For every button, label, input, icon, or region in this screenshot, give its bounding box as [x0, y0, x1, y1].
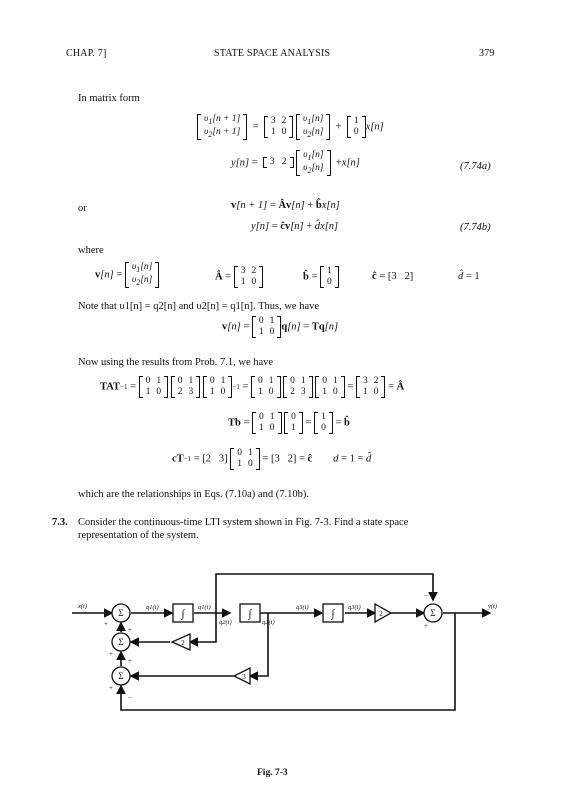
output-equation-matrix: y[n] = 3 2 $\upsilon_1[n]$ $\upsilon_2[n]$ +x[n] — [231, 150, 360, 175]
now-using-text: Now using the results from Prob. 7.1, we have — [78, 357, 274, 368]
tb-equation: Tb = 0 1 1 0 0 1 = 1 0 = b̂ — [228, 412, 350, 433]
svg-text:+: + — [128, 657, 132, 665]
svg-text:+: + — [128, 626, 132, 634]
definition-d: d̂ = 1 — [458, 271, 480, 283]
svg-text:q2(t): q2(t) — [262, 619, 275, 626]
state-equation-compact: v[n + 1] = Âv[n] + b̂x[n] — [231, 200, 340, 212]
svg-text:2: 2 — [181, 639, 185, 647]
svg-text:q̇2(t): q̇2(t) — [219, 619, 232, 626]
svg-text:+: + — [424, 622, 428, 630]
tat-inverse-equation: TAT−1 = 0 1 1 0 0 1 2 3 0 1 1 0 −1 = 0 1 1 0 0 1 2 3 0 1 1 0 = 3 2 1 0 = Â — [100, 376, 405, 397]
svg-text:Σ: Σ — [118, 608, 124, 618]
intro-text: In matrix form — [78, 93, 140, 104]
svg-text:2: 2 — [379, 610, 383, 618]
eq-label-7-74a: (7.74a) — [460, 161, 491, 172]
ct-inverse-equation: cT−1 = [2 3] 0 1 1 0 = [3 2] = ĉ d = 1 = d̂ — [172, 448, 372, 469]
svg-text:+: + — [109, 684, 113, 692]
eq-label-7-74b: (7.74b) — [460, 222, 491, 233]
svg-text:q̇1(t): q̇1(t) — [146, 604, 159, 611]
svg-text:Σ: Σ — [430, 608, 436, 618]
problem-number: 7.3. — [52, 517, 68, 528]
svg-text:∫: ∫ — [248, 608, 252, 620]
svg-text:∫: ∫ — [181, 608, 185, 620]
svg-text:q3(t): q3(t) — [348, 604, 361, 611]
definition-b: b̂ = 1 0 — [303, 266, 339, 288]
svg-text:−: − — [424, 592, 428, 600]
state-equation-matrix: $\upsilon_1[n + 1]$ $\upsilon_2[n + 1]$ = 3 2 1 0 $\upsilon_1[n]$ $\upsilon_2[n]$ + 1 0 x[n] — [197, 114, 384, 140]
page-number: 379 — [479, 48, 495, 59]
svg-text:Σ: Σ — [118, 637, 124, 647]
svg-text:+: + — [109, 650, 113, 658]
svg-text:Σ: Σ — [118, 671, 124, 681]
problem-text-line2: representation of the system. — [78, 530, 199, 541]
transformation-equation: v[n] = 0 1 1 0 q[n] = Tq[n] — [222, 316, 339, 337]
running-title: STATE SPACE ANALYSIS — [214, 48, 331, 59]
svg-text:∫: ∫ — [331, 608, 335, 620]
output-equation-compact: y[n] = ĉv[n] + d̂x[n] — [251, 221, 339, 233]
note-text: Note that υ1[n] = q2[n] and υ2[n] = q1[n]. Thus, we have — [78, 301, 320, 312]
or-word: or — [78, 203, 87, 214]
svg-text:y(t): y(t) — [488, 603, 498, 610]
svg-text:q̇3(t): q̇3(t) — [296, 604, 309, 611]
chapter-label: CHAP. 7] — [66, 48, 107, 59]
definition-v: v[n] = $\upsilon_1[n]$ $\upsilon_2[n]$ — [95, 262, 159, 288]
definition-c: ĉ = [3 2] — [372, 271, 414, 283]
figure-caption: Fig. 7-3 — [257, 768, 288, 778]
definition-A: Â = 3 2 1 0 — [215, 266, 263, 288]
svg-text:+: + — [104, 620, 108, 628]
svg-text:x(t): x(t) — [78, 603, 88, 610]
problem-text-line1: Consider the continuous-time LTI system shown in Fig. 7-3. Find a state space — [78, 517, 409, 528]
svg-text:−: − — [128, 694, 132, 702]
block-diagram — [0, 560, 569, 760]
relationships-text: which are the relationships in Eqs. (7.10a) and (7.10b). — [78, 489, 309, 500]
gain-forward — [375, 604, 391, 622]
svg-text:q1(t): q1(t) — [198, 604, 211, 611]
svg-text:3: 3 — [242, 673, 246, 681]
where-word: where — [78, 245, 104, 256]
